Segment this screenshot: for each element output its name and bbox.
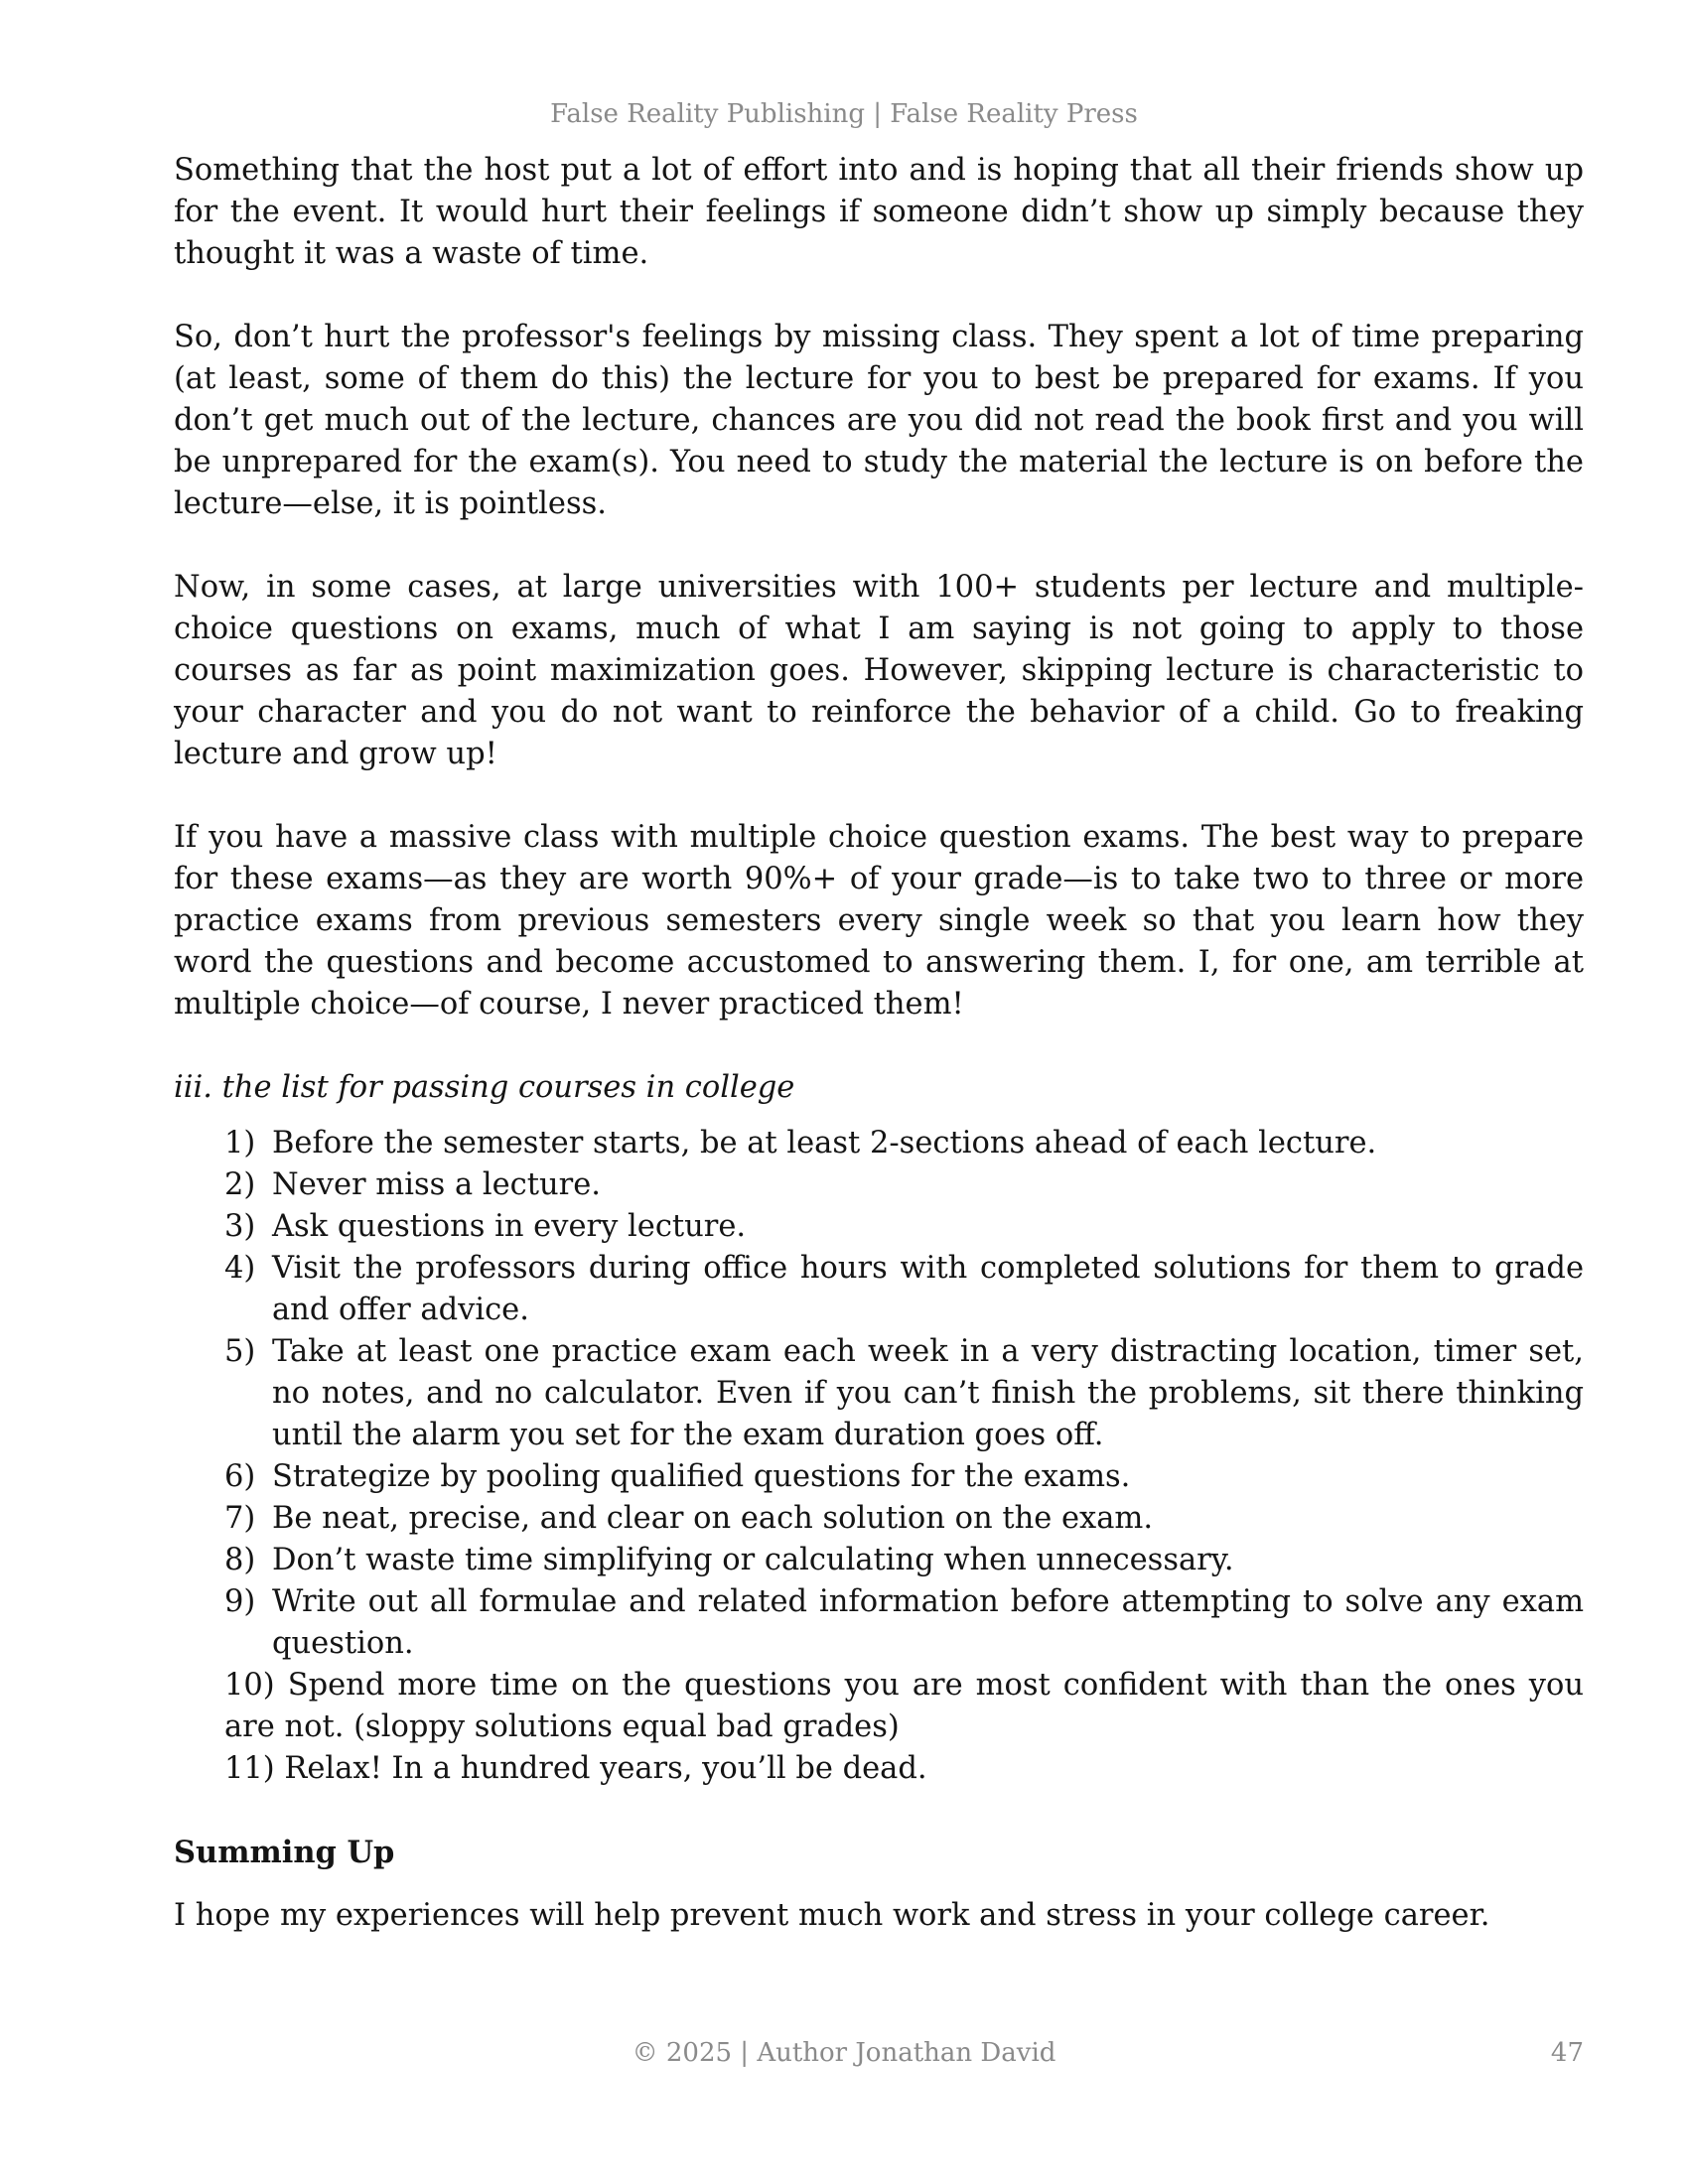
list-item-text: Never miss a lecture.	[272, 1167, 601, 1202]
body-paragraph: Something that the host put a lot of effort into and is hoping that all their friends show up for the event. It would hurt their feelings if someone didn’t show up simply because they thought it was a waste of time.	[174, 153, 1584, 271]
list-item-text: Strategize by pooling qualified questions for the exams.	[272, 1459, 1131, 1494]
list-item	[224, 1540, 1584, 1581]
list-item	[224, 1248, 1584, 1331]
list-item	[224, 1456, 1584, 1498]
body-paragraph: So, don’t hurt the professor's feelings by missing class. They spent a lot of time preparing (at least, some of them do this) the lecture for you to best be prepared for exams. If you don’t get much out of the lecture, chances are you did not read the book first and you will be unprepared for the exam(s). You need to study the material the lecture is on before the lecture—else, it is pointless.	[174, 320, 1584, 521]
body-paragraph: If you have a massive class with multiple choice question exams. The best way to prepare for these exams—as they are worth 90%+ of your grade—is to take two to three or more practice exams from previous semesters every single week so that you learn how they word the questions and become accustomed to answering them. I, for one, am terrible at multiple choice—of course, I never practiced them!	[174, 820, 1584, 1022]
list-item-number: 6)	[224, 1459, 256, 1494]
page-number: 47	[1550, 2038, 1584, 2068]
closing-paragraph: I hope my experiences will help prevent much work and stress in your college career.	[174, 1898, 1490, 1933]
list-item-number: 10)	[224, 1668, 275, 1703]
list-item	[224, 1164, 1584, 1206]
list-item-text: Ask questions in every lecture.	[272, 1209, 747, 1244]
list-item-text: Take at least one practice exam each week in a very distracting location, timer set, no notes, and no calculator. Even if you can’t finish the problems, sit there thinking until the alarm you set for the exam duration goes off.	[272, 1334, 1584, 1452]
list-item-text: Don’t waste time simplifying or calculating when unnecessary.	[272, 1543, 1234, 1577]
list-item-text: Write out all formulae and related information before attempting to solve any exam question.	[272, 1584, 1584, 1661]
list-item	[224, 1123, 1584, 1164]
list-item	[224, 1748, 1584, 1790]
page-header: False Reality Publishing | False Reality Press	[550, 99, 1138, 129]
list-item-number: 7)	[224, 1501, 256, 1536]
list-item-number: 11)	[224, 1751, 275, 1786]
list-item	[224, 1665, 1584, 1748]
list-item	[224, 1498, 1584, 1540]
footer-copyright: © 2025 | Author Jonathan David	[632, 2038, 1056, 2068]
list-item	[224, 1206, 1584, 1248]
list-item-number: 2)	[224, 1167, 256, 1202]
passing-courses-list	[224, 1123, 1584, 1790]
list-item-number: 1)	[224, 1126, 256, 1160]
page-body	[174, 150, 1584, 1979]
list-item-text: Before the semester starts, be at least 2-sections ahead of each lecture.	[272, 1126, 1377, 1160]
list-item-number: 5)	[224, 1334, 256, 1369]
list-item-text: Spend more time on the questions you are most confident with than the ones you are not. (sloppy solutions equal bad grades)	[224, 1668, 1584, 1744]
list-item-text: Relax! In a hundred years, you’ll be dead.	[284, 1751, 927, 1786]
list-item	[224, 1581, 1584, 1665]
list-item-text: Be neat, precise, and clear on each solution on the exam.	[272, 1501, 1154, 1536]
section-heading: Summing Up	[174, 1835, 395, 1870]
list-item-number: 8)	[224, 1543, 256, 1577]
list-item	[224, 1331, 1584, 1456]
list-item-number: 4)	[224, 1251, 256, 1286]
list-item-number: 3)	[224, 1209, 256, 1244]
list-item-number: 9)	[224, 1584, 256, 1619]
list-item-text: Visit the professors during office hours with completed solutions for them to grade and offer advice.	[272, 1251, 1584, 1327]
list-subheading: iii. the list for passing courses in college	[174, 1070, 795, 1105]
body-paragraph: Now, in some cases, at large universities with 100+ students per lecture and multiple-choice questions on exams, much of what I am saying is not going to apply to those courses as far as point maximization goes. However, skipping lecture is characteristic to your character and you do not want to reinforce the behavior of a child. Go to freaking lecture and grow up!	[174, 570, 1584, 771]
page-footer	[0, 2038, 1688, 2074]
